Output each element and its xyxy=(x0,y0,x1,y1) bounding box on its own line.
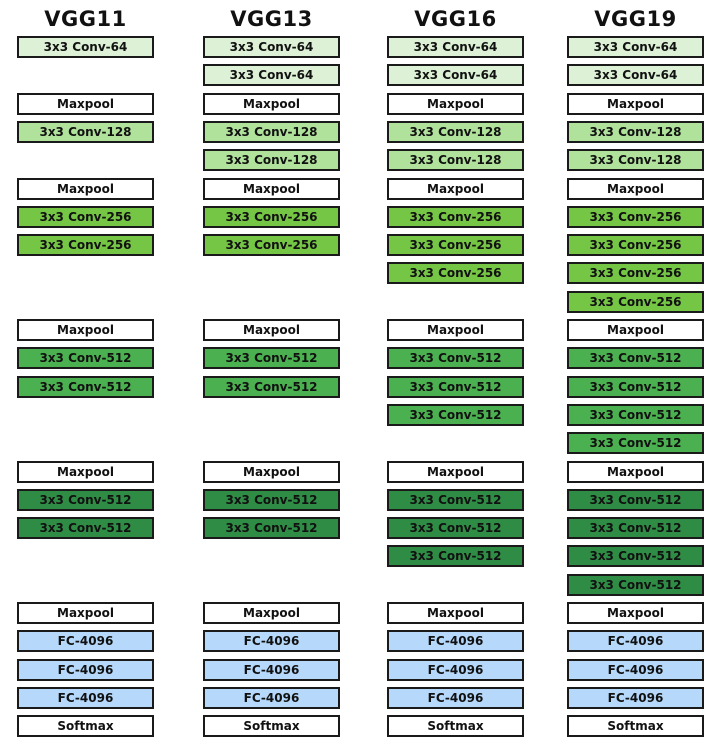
layer-conv-64: 3x3 Conv-64 xyxy=(567,64,704,86)
layer-conv-512b: 3x3 Conv-512 xyxy=(567,517,704,539)
layer-conv-512b: 3x3 Conv-512 xyxy=(387,489,524,511)
layer-softmax: Softmax xyxy=(567,715,704,737)
layer-fc-4096: FC-4096 xyxy=(203,630,340,652)
layer-conv-256: 3x3 Conv-256 xyxy=(567,234,704,256)
column-title-vgg19: VGG19 xyxy=(594,7,677,31)
layer-maxpool: Maxpool xyxy=(203,93,340,115)
layer-conv-512a: 3x3 Conv-512 xyxy=(567,347,704,369)
layer-conv-512b: 3x3 Conv-512 xyxy=(567,574,704,596)
layer-maxpool: Maxpool xyxy=(387,178,524,200)
layer-conv-256: 3x3 Conv-256 xyxy=(387,262,524,284)
layer-maxpool: Maxpool xyxy=(387,461,524,483)
layer-conv-512a: 3x3 Conv-512 xyxy=(387,404,524,426)
layer-maxpool: Maxpool xyxy=(387,319,524,341)
layer-fc-4096: FC-4096 xyxy=(567,659,704,681)
layer-conv-512b: 3x3 Conv-512 xyxy=(387,545,524,567)
layer-conv-256: 3x3 Conv-256 xyxy=(387,234,524,256)
layer-conv-512b: 3x3 Conv-512 xyxy=(387,517,524,539)
layer-conv-512a: 3x3 Conv-512 xyxy=(567,432,704,454)
layer-softmax: Softmax xyxy=(17,715,154,737)
layer-fc-4096: FC-4096 xyxy=(387,659,524,681)
layer-conv-512a: 3x3 Conv-512 xyxy=(387,347,524,369)
layer-maxpool: Maxpool xyxy=(203,178,340,200)
layer-conv-256: 3x3 Conv-256 xyxy=(567,206,704,228)
layer-maxpool: Maxpool xyxy=(203,461,340,483)
layer-softmax: Softmax xyxy=(387,715,524,737)
layer-fc-4096: FC-4096 xyxy=(387,630,524,652)
layer-conv-256: 3x3 Conv-256 xyxy=(567,262,704,284)
layer-conv-256: 3x3 Conv-256 xyxy=(387,206,524,228)
layer-fc-4096: FC-4096 xyxy=(567,687,704,709)
layer-conv-512a: 3x3 Conv-512 xyxy=(567,404,704,426)
layer-softmax: Softmax xyxy=(203,715,340,737)
layer-conv-128: 3x3 Conv-128 xyxy=(567,149,704,171)
layer-fc-4096: FC-4096 xyxy=(17,687,154,709)
layer-fc-4096: FC-4096 xyxy=(17,659,154,681)
layer-conv-64: 3x3 Conv-64 xyxy=(387,36,524,58)
column-title-vgg16: VGG16 xyxy=(414,7,497,31)
layer-conv-512b: 3x3 Conv-512 xyxy=(17,489,154,511)
layer-conv-512b: 3x3 Conv-512 xyxy=(203,517,340,539)
layer-conv-256: 3x3 Conv-256 xyxy=(203,206,340,228)
layer-conv-128: 3x3 Conv-128 xyxy=(17,121,154,143)
column-title-vgg13: VGG13 xyxy=(230,7,313,31)
layer-maxpool: Maxpool xyxy=(567,319,704,341)
layer-conv-256: 3x3 Conv-256 xyxy=(567,291,704,313)
layer-maxpool: Maxpool xyxy=(567,178,704,200)
layer-maxpool: Maxpool xyxy=(387,602,524,624)
layer-maxpool: Maxpool xyxy=(567,93,704,115)
layer-maxpool: Maxpool xyxy=(17,461,154,483)
layer-conv-512b: 3x3 Conv-512 xyxy=(203,489,340,511)
layer-conv-128: 3x3 Conv-128 xyxy=(387,149,524,171)
layer-conv-512a: 3x3 Conv-512 xyxy=(567,376,704,398)
layer-conv-512a: 3x3 Conv-512 xyxy=(203,376,340,398)
layer-maxpool: Maxpool xyxy=(203,319,340,341)
layer-maxpool: Maxpool xyxy=(17,602,154,624)
layer-maxpool: Maxpool xyxy=(203,602,340,624)
layer-conv-512a: 3x3 Conv-512 xyxy=(203,347,340,369)
layer-maxpool: Maxpool xyxy=(17,319,154,341)
layer-conv-256: 3x3 Conv-256 xyxy=(203,234,340,256)
layer-conv-64: 3x3 Conv-64 xyxy=(203,64,340,86)
layer-conv-128: 3x3 Conv-128 xyxy=(567,121,704,143)
layer-maxpool: Maxpool xyxy=(387,93,524,115)
layer-fc-4096: FC-4096 xyxy=(387,687,524,709)
layer-maxpool: Maxpool xyxy=(17,178,154,200)
layer-conv-64: 3x3 Conv-64 xyxy=(17,36,154,58)
layer-fc-4096: FC-4096 xyxy=(567,630,704,652)
layer-fc-4096: FC-4096 xyxy=(203,687,340,709)
layer-conv-256: 3x3 Conv-256 xyxy=(17,234,154,256)
layer-fc-4096: FC-4096 xyxy=(203,659,340,681)
layer-conv-512b: 3x3 Conv-512 xyxy=(17,517,154,539)
layer-conv-512b: 3x3 Conv-512 xyxy=(567,489,704,511)
column-title-vgg11: VGG11 xyxy=(44,7,127,31)
layer-conv-512a: 3x3 Conv-512 xyxy=(387,376,524,398)
layer-maxpool: Maxpool xyxy=(567,461,704,483)
layer-conv-256: 3x3 Conv-256 xyxy=(17,206,154,228)
layer-fc-4096: FC-4096 xyxy=(17,630,154,652)
layer-conv-64: 3x3 Conv-64 xyxy=(387,64,524,86)
layer-conv-512a: 3x3 Conv-512 xyxy=(17,376,154,398)
layer-conv-64: 3x3 Conv-64 xyxy=(567,36,704,58)
layer-maxpool: Maxpool xyxy=(17,93,154,115)
layer-maxpool: Maxpool xyxy=(567,602,704,624)
layer-conv-128: 3x3 Conv-128 xyxy=(387,121,524,143)
layer-conv-512b: 3x3 Conv-512 xyxy=(567,545,704,567)
layer-conv-64: 3x3 Conv-64 xyxy=(203,36,340,58)
layer-conv-512a: 3x3 Conv-512 xyxy=(17,347,154,369)
layer-conv-128: 3x3 Conv-128 xyxy=(203,121,340,143)
layer-conv-128: 3x3 Conv-128 xyxy=(203,149,340,171)
